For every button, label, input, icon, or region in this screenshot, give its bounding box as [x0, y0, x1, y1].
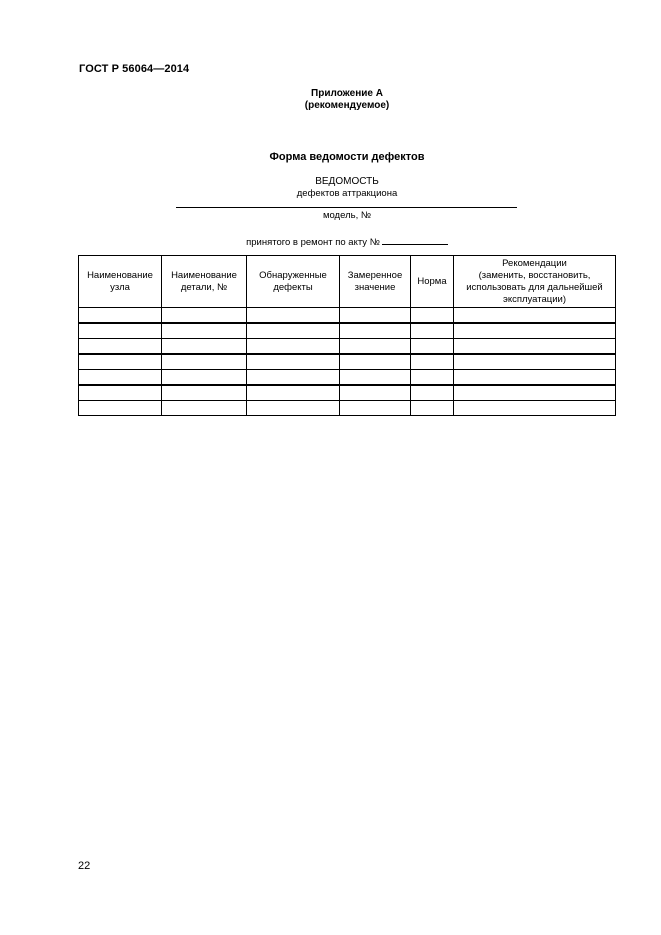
table-row — [79, 308, 616, 324]
table-cell — [247, 401, 340, 416]
table-cell — [454, 323, 616, 339]
model-number-label: модель, № — [322, 210, 372, 221]
table-cell — [454, 370, 616, 386]
table-row — [79, 370, 616, 386]
table-cell — [79, 401, 162, 416]
table-cell — [454, 308, 616, 324]
table-cell — [79, 370, 162, 386]
table-cell — [411, 370, 454, 386]
table-cell — [454, 401, 616, 416]
table-cell — [340, 370, 411, 386]
table-cell — [340, 308, 411, 324]
table-cell — [411, 339, 454, 355]
column-header-norm: Норма — [411, 256, 454, 308]
table-cell — [411, 354, 454, 370]
table-row — [79, 385, 616, 401]
attraction-name-blank-line — [176, 207, 517, 208]
table-cell — [411, 385, 454, 401]
column-header-recommendations: Рекомендации (заменить, восстановить, использовать для дальнейшей эксплуатации) — [454, 256, 616, 308]
table-cell — [340, 339, 411, 355]
table-cell — [247, 308, 340, 324]
table-cell — [162, 385, 247, 401]
table-cell — [162, 339, 247, 355]
table-cell — [247, 385, 340, 401]
column-header-part-name: Наименование детали, № — [162, 256, 247, 308]
table-cell — [162, 323, 247, 339]
defects-table — [78, 255, 616, 416]
table-cell — [247, 323, 340, 339]
table-cell — [411, 401, 454, 416]
table-cell — [247, 339, 340, 355]
form-title: Форма ведомости дефектов — [269, 151, 425, 163]
table-row — [79, 323, 616, 339]
table-cell — [411, 308, 454, 324]
table-cell — [340, 385, 411, 401]
table-cell — [79, 323, 162, 339]
table-cell — [454, 385, 616, 401]
statement-title: ВЕДОМОСТЬ — [315, 176, 379, 187]
table-row — [79, 401, 616, 416]
table-cell — [340, 354, 411, 370]
repair-act-line — [0, 235, 661, 248]
table-cell — [79, 339, 162, 355]
column-header-unit-name: Наименование узла — [79, 256, 162, 308]
table-cell — [340, 401, 411, 416]
table-cell — [79, 354, 162, 370]
statement-subtitle: дефектов аттракциона — [296, 188, 398, 199]
table-cell — [162, 354, 247, 370]
table-row — [79, 339, 616, 355]
table-cell — [247, 370, 340, 386]
appendix-status: (рекомендуемое) — [304, 100, 390, 111]
table-cell — [162, 370, 247, 386]
column-header-detected-defects: Обнаруженные дефекты — [247, 256, 340, 308]
table-cell — [79, 385, 162, 401]
appendix-title: Приложение А — [311, 88, 383, 99]
column-header-measured-value: Замеренное значение — [340, 256, 411, 308]
repair-act-number-blank — [382, 235, 448, 245]
table-cell — [411, 323, 454, 339]
table-cell — [454, 354, 616, 370]
table-cell — [247, 354, 340, 370]
table-cell — [454, 339, 616, 355]
table-cell — [79, 308, 162, 324]
table-cell — [340, 323, 411, 339]
table-cell — [162, 308, 247, 324]
repair-act-label: принятого в ремонт по акту № — [246, 237, 380, 248]
page-number: 22 — [78, 860, 91, 872]
standard-designation: ГОСТ Р 56064—2014 — [79, 63, 190, 75]
table-row — [79, 354, 616, 370]
table-cell — [162, 401, 247, 416]
table-header-row — [79, 256, 616, 308]
